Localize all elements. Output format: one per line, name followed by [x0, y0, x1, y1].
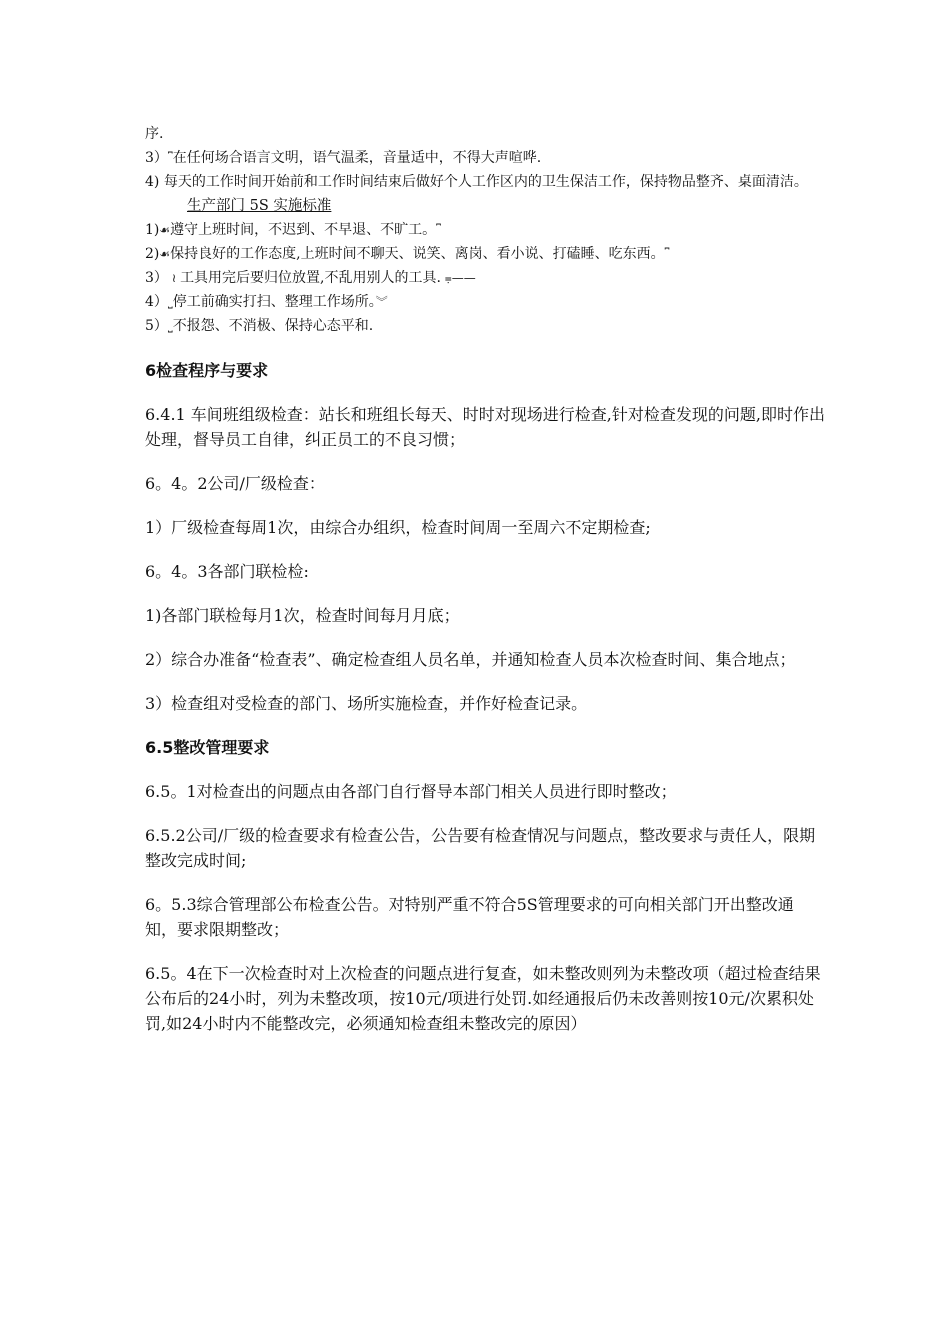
bracket-icon: ⎴ [167, 151, 173, 165]
document-page [145, 118, 825, 1036]
list-text: 在任何场合语言文明，语气温柔，音量适中，不得大声喧哗. [172, 150, 542, 166]
paragraph: 1）厂级检查每周1次，由综合办组织，检查时间周一至周六不定期检查; [145, 518, 651, 537]
list-item [145, 314, 825, 338]
list-text: 保持良好的工作态度,上班时间不聊天、说笑、离岗、看小说、打磕睡、吃东西。 [170, 246, 665, 262]
text-line: 序. [145, 126, 164, 142]
bracket-icon: ⎴ [436, 223, 441, 237]
list-number: 5） [145, 318, 168, 334]
tilde-icon: ≀ [167, 271, 181, 285]
section-heading: 6检查程序与要求 [145, 361, 269, 380]
section-heading: 6.5整改管理要求 [145, 738, 270, 757]
list-text: 停工前确实打扫、整理工作场所。 [172, 294, 376, 310]
paragraph: 2）综合办准备“检查表”、确定检查组人员名单，并通知检查人员本次检查时间、集合地点； [145, 650, 796, 669]
list-number: 3） [145, 270, 168, 286]
list-item [145, 218, 825, 242]
subsection-title: 生产部门 5S 实施标准 [187, 198, 332, 214]
paragraph: 6.5。1对检查出的问题点由各部门自行督导本部门相关人员进行即时整改； [145, 782, 677, 801]
list-text: 遵守上班时间，不迟到、不早退、不旷工。 [170, 222, 437, 238]
list-text: 不报怨、不消极、保持心态平和. [172, 318, 374, 334]
paragraph: 1)各部门联检每月1次，检查时间每月月底； [145, 606, 460, 625]
paragraph: 6。4。2公司/厂级检查： [145, 474, 325, 493]
bracket-icon: ⎵ [167, 295, 173, 309]
paragraph: 6.5.2公司/厂级的检查要求有检查公告，公告要有检查情况与问题点，整改要求与责任人，限期整改完成时间; [145, 826, 816, 870]
list-item [145, 266, 825, 290]
list-number: 4） [145, 294, 168, 310]
list-number: 1) [145, 222, 160, 238]
list-text: 工具用完后要归位放置,不乱用别人的工具. [180, 270, 441, 286]
paragraph: 6。5.3综合管理部公布检查公告。对特别严重不符合5S管理要求的可向相关部门开出整改通知，要求限期整改； [145, 895, 794, 939]
text-line: 4) 每天的工作时间开始前和工作时间结束后做好个人工作区内的卫生保洁工作，保持物品整齐、桌面清洁。 [145, 174, 808, 190]
list-number: 2) [145, 246, 160, 262]
chevron-down-icon: ︾ [375, 295, 388, 309]
list-number: 3） [145, 150, 168, 166]
list-item [145, 290, 825, 314]
hand-icon: ☙ [159, 247, 171, 261]
list-item [145, 242, 825, 266]
text-line [145, 146, 825, 170]
paragraph: 6.5。4在下一次检查时对上次检查的问题点进行复查，如未整改则列为未整改项（超过检查结果公布后的24小时，列为未整改项，按10元/项进行处罚.如经通报后仍未改善则按10元/次累积处罚,如24小时内不能整改完，必须通知检查组未整改完的原因） [145, 964, 821, 1033]
dash-mark-icon: ⩦—— [440, 271, 476, 285]
paragraph: 3）检查组对受检查的部门、场所实施检查，并作好检查记录。 [145, 694, 588, 713]
bracket-icon: ⎴ [664, 247, 670, 261]
bracket-icon: ⎵ [167, 319, 173, 333]
paragraph: 6。4。3各部门联检检: [145, 562, 309, 581]
paragraph: 6.4.1 车间班组级检查：站长和班组长每天、时时对现场进行检查,针对检查发现的问题,即时作出处理，督导员工自律，纠正员工的不良习惯； [145, 405, 825, 449]
hand-icon: ☙ [159, 223, 171, 237]
